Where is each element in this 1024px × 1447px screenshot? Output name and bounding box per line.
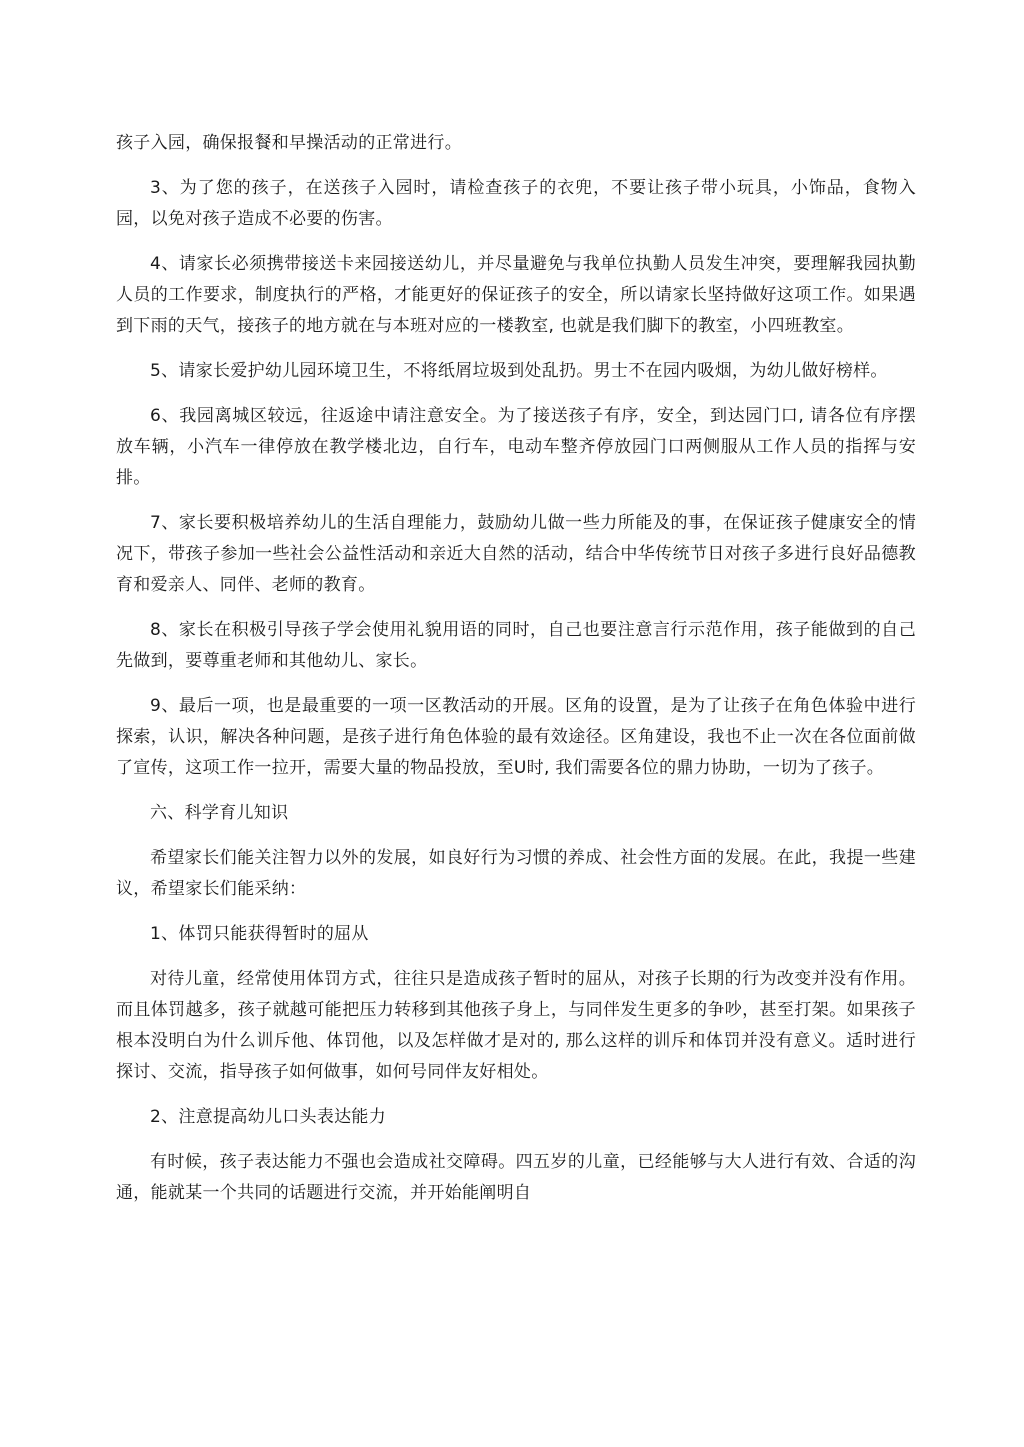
paragraph-item-3: 3、为了您的孩子，在送孩子入园时，请检查孩子的衣兜，不要让孩子带小玩具，小饰品，食物入园，以免对孩子造成不必要的伤害。 [116, 178, 916, 229]
paragraph-intro: 希望家长们能关注智力以外的发展，如良好行为习惯的养成、社会性方面的发展。在此，我提一些建议，希望家长们能采纳： [116, 848, 916, 899]
paragraph-item-5: 5、请家长爱护幼儿园环境卫生，不将纸屑垃圾到处乱扔。男士不在园内吸烟，为幼儿做好榜样。 [150, 361, 888, 381]
paragraph-item-6: 6、我园离城区较远，往返途中请注意安全。为了接送孩子有序，安全，到达园门口, 请各位有序摆放车辆，小汽车一律停放在教学楼北边，自行车，电动车整齐停放园门口两侧服从工作人员的指挥与安排。 [116, 406, 916, 488]
paragraph-item-7: 7、家长要积极培养幼儿的生活自理能力，鼓励幼儿做一些力所能及的事，在保证孩子健康安全的情况下，带孩子参加一些社会公益性活动和亲近大自然的活动，结合中华传统节日对孩子多进行良好品德教育和爱亲人、同伴、老师的教育。 [116, 513, 916, 595]
paragraph-sub-1: 对待儿童，经常使用体罚方式，往往只是造成孩子暂时的屈从，对孩子长期的行为改变并没有作用。而且体罚越多，孩子就越可能把压力转移到其他孩子身上，与同伴发生更多的争吵，甚至打架。如果孩子根本没明白为什么训斥他、体罚他，以及怎样做才是对的, 那么这样的训斥和体罚并没有意义。适时进行探讨、交流，指导孩子如何做事，如何号同伴友好相处。 [116, 969, 916, 1082]
document-body [116, 128, 916, 1223]
paragraph-item-8: 8、家长在积极引导孩子学会使用礼貌用语的同时，自己也要注意言行示范作用，孩子能做到的自己先做到，要尊重老师和其他幼儿、家长。 [116, 620, 916, 671]
paragraph-item-9: 9、最后一项，也是最重要的一项一区教活动的开展。区角的设置，是为了让孩子在角色体验中进行探索，认识，解决各种问题，是孩子进行角色体验的最有效途径。区角建设，我也不止一次在各位面前做了宣传，这项工作一拉开，需要大量的物品投放，至U时, 我们需要各位的鼎力协助，一切为了孩子。 [116, 696, 916, 778]
paragraph-item-4: 4、请家长必须携带接送卡来园接送幼儿，并尽量避免与我单位执勤人员发生冲突，要理解我园执勤人员的工作要求，制度执行的严格，才能更好的保证孩子的安全，所以请家长坚持做好这项工作。如果遇到下雨的天气，接孩子的地方就在与本班对应的一楼教室, 也就是我们脚下的教室，小四班教室。 [116, 254, 916, 336]
subheading-2: 2、注意提高幼儿口头表达能力 [150, 1107, 387, 1127]
paragraph-continued: 孩子入园，确保报餐和早操活动的正常进行。 [116, 133, 462, 153]
paragraph-sub-2: 有时候，孩子表达能力不强也会造成社交障碍。四五岁的儿童，已经能够与大人进行有效、合适的沟通，能就某一个共同的话题进行交流，并开始能阐明自 [116, 1152, 916, 1203]
section-heading-6: 六、科学育儿知识 [150, 803, 289, 823]
subheading-1: 1、体罚只能获得暂时的屈从 [150, 924, 369, 944]
